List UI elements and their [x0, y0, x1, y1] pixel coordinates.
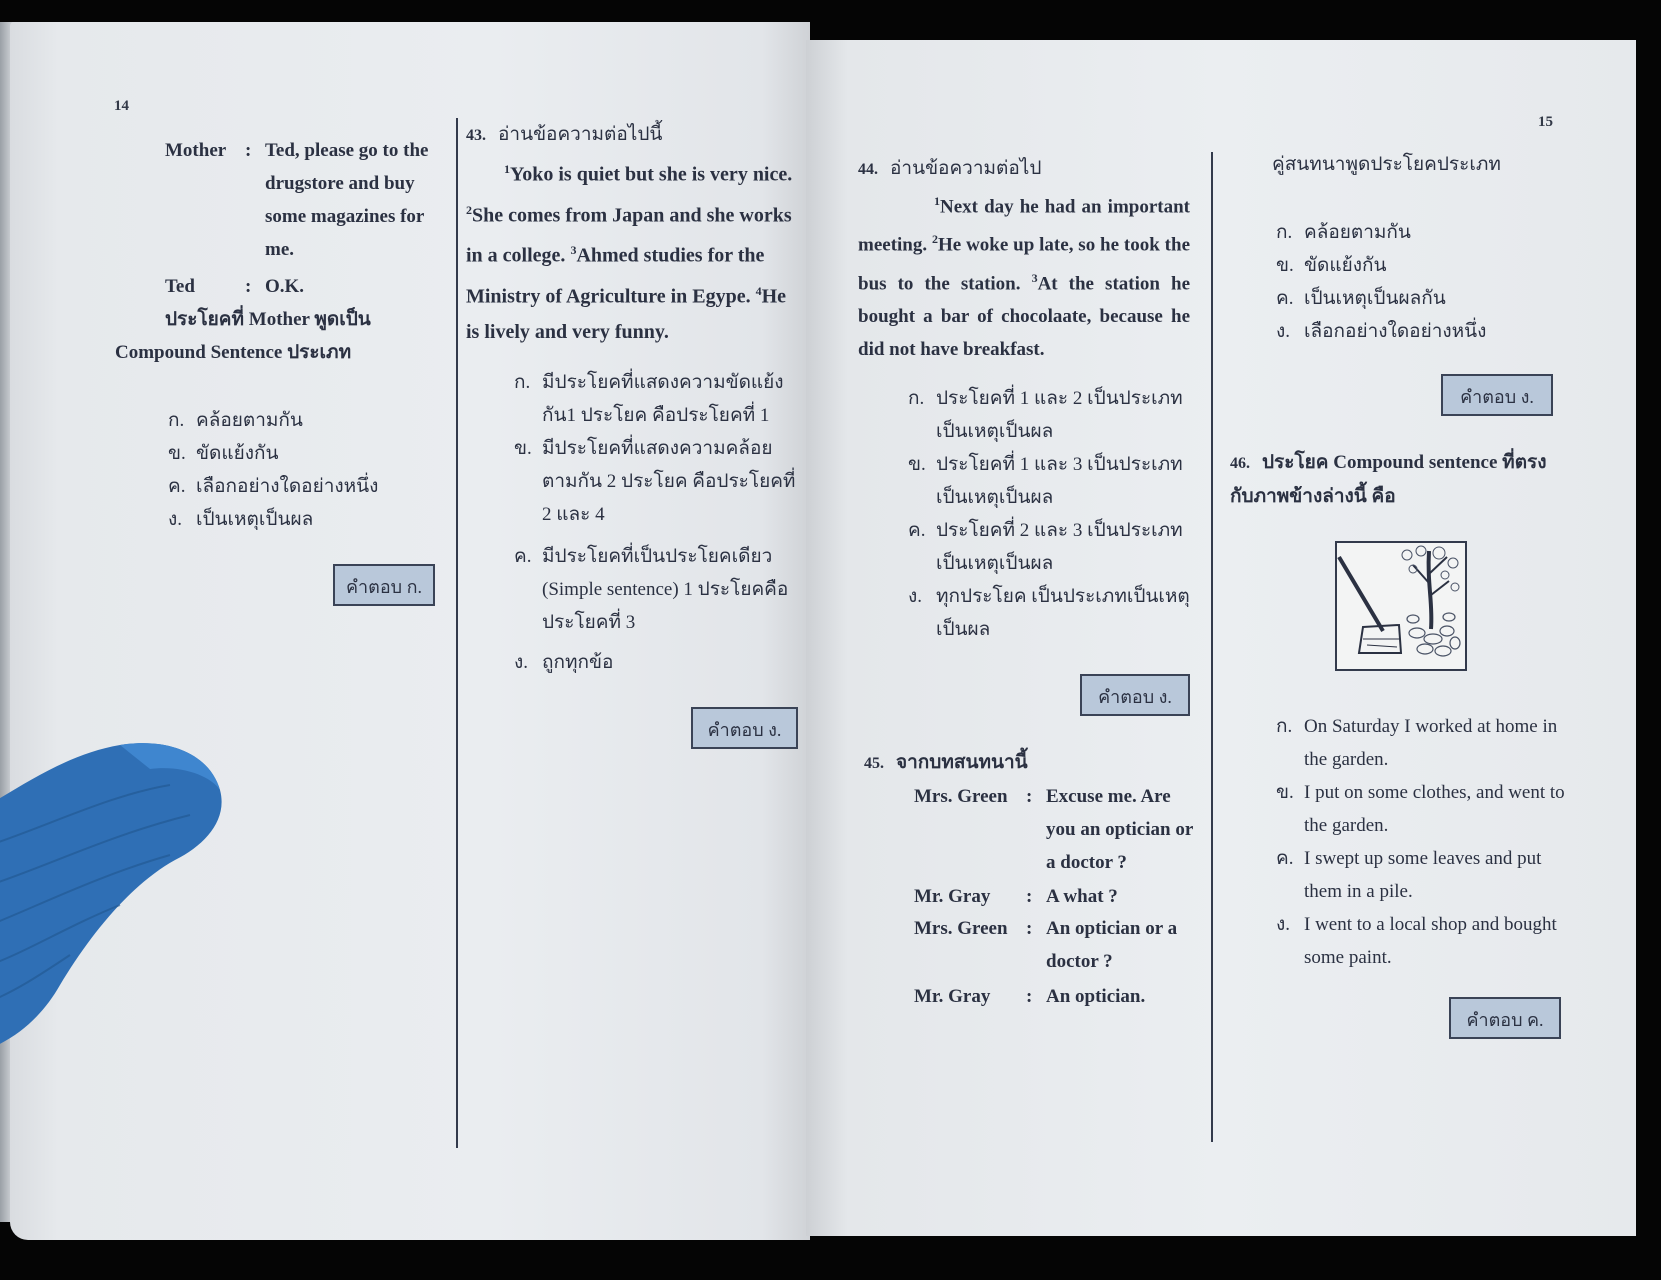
- option-text: ประโยคที่ 1 และ 3 เป็นประเภท เป็นเหตุเป็นผล: [936, 454, 1183, 508]
- dialogue-text: Ted, please go to the drugstore and buy some magazines for me.: [265, 140, 429, 260]
- option-key: ข.: [908, 454, 926, 475]
- sentence-number: 4: [755, 283, 762, 298]
- option-key: ง.: [514, 652, 529, 673]
- option-text: เป็นเหตุเป็นผลกัน: [1304, 288, 1446, 309]
- option-key: ค.: [1276, 288, 1294, 309]
- dialogue-line-ted: [165, 270, 435, 303]
- option-text: มีประโยคที่เป็นประโยคเดียว (Simple sentence) 1 ประโยคคือ ประโยคที่ 3: [542, 546, 789, 633]
- speaker-separator: :: [1026, 786, 1033, 807]
- dialogue-text: A what ?: [1046, 886, 1118, 907]
- option-item: [908, 448, 1198, 514]
- sentence-text: He is lively and very funny.: [466, 285, 787, 343]
- option-text: ประโยคที่ 1 และ 2 เป็นประเภท เป็นเหตุเป็นผล: [936, 388, 1183, 442]
- speaker-separator: :: [1026, 886, 1033, 907]
- sentence-text: Yoko is quiet but she is very nice.: [510, 163, 793, 186]
- question-heading: [864, 746, 1204, 780]
- speaker-separator: :: [245, 276, 252, 297]
- option-text: On Saturday I worked at home in the garden.: [1304, 716, 1558, 770]
- option-text: ประโยคที่ 2 และ 3 เป็นประเภท เป็นเหตุเป็นผล: [936, 520, 1183, 574]
- option-key: ก.: [1276, 716, 1293, 737]
- speaker-name: Mother: [165, 140, 227, 161]
- answer-box: คำตอบ ค.: [1449, 997, 1561, 1039]
- question-title: อ่านข้อความต่อไปนี้: [498, 124, 663, 145]
- option-text: เป็นเหตุเป็นผล: [196, 509, 314, 530]
- sentence-number: 1: [504, 162, 510, 176]
- dialogue-line: [914, 980, 1204, 1013]
- option-text: มีประโยคที่แสดงความขัดแย้งกัน1 ประโยค คือประโยคที่ 1: [542, 372, 784, 426]
- question-title: อ่านข้อความต่อไป: [890, 158, 1042, 179]
- dialogue-line: [914, 912, 1204, 978]
- option-text: เลือกอย่างใดอย่างหนึ่ง: [196, 476, 379, 497]
- question-number: 44.: [858, 161, 878, 178]
- option-key: ข.: [1276, 782, 1294, 803]
- dialogue-text: An optician.: [1046, 986, 1146, 1007]
- column-divider: [1211, 152, 1213, 1142]
- option-key: ค.: [1276, 848, 1294, 869]
- option-item: [514, 540, 804, 639]
- question-number: 43.: [466, 127, 486, 144]
- option-text: I went to a local shop and bought some paint.: [1304, 914, 1557, 968]
- option-text: คล้อยตามกัน: [196, 410, 303, 431]
- dialogue-text: O.K.: [265, 276, 305, 297]
- question-text: คู่สนทนาพูดประโยคประเภท: [1272, 154, 1501, 175]
- option-item: [1276, 216, 1411, 249]
- option-key: ค.: [514, 546, 532, 567]
- option-key: ก.: [908, 388, 925, 409]
- sentence-number: 3: [570, 243, 577, 258]
- option-key: ข.: [514, 438, 532, 459]
- passage-text: [466, 152, 796, 350]
- question-heading: [858, 152, 1198, 186]
- option-item: [1276, 710, 1566, 776]
- option-key: ค.: [908, 520, 926, 541]
- passage-text: [858, 185, 1190, 366]
- option-text: ทุกประโยค เป็นประเภทเป็นเหตุ เป็นผล: [936, 586, 1190, 640]
- page-number-left: 14: [114, 98, 129, 114]
- dialogue-text: An optician or a doctor ?: [1046, 918, 1178, 972]
- option-item: [168, 437, 278, 470]
- blue-glove-finger: [0, 735, 240, 1065]
- sentence-number: 2: [932, 232, 938, 247]
- option-text: I put on some clothes, and went to the garden.: [1304, 782, 1565, 836]
- sentence-text: He woke up late, so he took the bus to the station.: [858, 234, 1191, 294]
- option-item: [1276, 908, 1566, 974]
- option-key: ค.: [168, 476, 186, 497]
- option-text: ถูกทุกข้อ: [542, 652, 614, 673]
- option-item: [168, 470, 378, 503]
- option-item: [908, 580, 1198, 646]
- sentence-text: Next day he had an important meeting.: [858, 196, 1190, 256]
- option-key: ข.: [168, 443, 186, 464]
- question-number: 45.: [864, 755, 884, 772]
- speaker-separator: :: [245, 140, 252, 161]
- speaker-name: Mrs. Green: [914, 918, 1008, 939]
- option-item: [1276, 282, 1446, 315]
- option-key: ง.: [1276, 914, 1291, 935]
- answer-box: คำตอบ ง.: [1441, 374, 1553, 416]
- option-item: [168, 404, 303, 437]
- option-item: [1276, 776, 1566, 842]
- option-key: ก.: [514, 372, 531, 393]
- option-text: ขัดแย้งกัน: [196, 443, 279, 464]
- option-key: ง.: [1276, 321, 1291, 342]
- option-text: ขัดแย้งกัน: [1304, 255, 1387, 276]
- sentence-text: She comes from Japan and she works in a college.: [466, 204, 792, 267]
- dialogue-line-mother: [165, 134, 435, 266]
- question-heading: [466, 118, 796, 152]
- option-key: ข.: [1276, 255, 1294, 276]
- answer-box: คำตอบ ง.: [1080, 674, 1190, 716]
- rake-leaves-tree-illustration: [1335, 541, 1467, 671]
- option-item: [1276, 315, 1486, 348]
- sentence-number: 3: [1031, 270, 1038, 285]
- answer-box: คำตอบ ก.: [333, 564, 435, 606]
- sentence-number: 2: [466, 202, 472, 217]
- speaker-separator: :: [1026, 918, 1033, 939]
- speaker-name: Mr. Gray: [914, 986, 991, 1007]
- option-item: [908, 382, 1198, 448]
- question-title: ประโยค Compound sentence ที่ตรงกับภาพข้างล่างนี้ คือ: [1230, 452, 1547, 507]
- speaker-name: Mr. Gray: [914, 886, 991, 907]
- option-item: [514, 432, 804, 531]
- option-item: [1276, 249, 1386, 282]
- option-key: ก.: [1276, 222, 1293, 243]
- sentence-text: Ahmed studies for the Ministry of Agriculture in Egype.: [466, 244, 765, 308]
- illustration-icon: [1337, 543, 1465, 669]
- option-text: มีประโยคที่แสดงความคล้อยตามกัน 2 ประโยค คือประโยคที่ 2 และ 4: [542, 438, 796, 525]
- option-item: [1276, 842, 1566, 908]
- question-heading: [1230, 446, 1560, 513]
- option-key: ง.: [908, 586, 923, 607]
- dialogue-line: [914, 880, 1204, 913]
- page-number-right: 15: [1538, 114, 1553, 130]
- speaker-name: Ted: [165, 276, 195, 297]
- speaker-separator: :: [1026, 986, 1033, 1007]
- answer-box: คำตอบ ง.: [691, 707, 798, 749]
- sentence-number: 1: [934, 194, 940, 208]
- sentence-text: At the station he bought a bar of chocolaate, because he did not have breakfast.: [858, 272, 1190, 360]
- question-number: 46.: [1230, 455, 1250, 472]
- option-item: [908, 514, 1198, 580]
- dialogue-line: [914, 780, 1204, 879]
- option-key: ก.: [168, 410, 185, 431]
- speaker-name: Mrs. Green: [914, 786, 1008, 807]
- option-text: I swept up some leaves and put them in a pile.: [1304, 848, 1542, 902]
- option-item: [514, 366, 804, 432]
- question-text: ประโยคที่ Mother พูดเป็น Compound Sentence ประเภท: [115, 309, 371, 363]
- option-text: เลือกอย่างใดอย่างหนึ่ง: [1304, 321, 1487, 342]
- dialogue-text: Excuse me. Are you an optician or a doctor ?: [1046, 786, 1193, 873]
- question-title: จากบทสนทนานี้: [896, 752, 1028, 773]
- column-divider: [456, 118, 458, 1148]
- option-text: คล้อยตามกัน: [1304, 222, 1411, 243]
- option-item: [168, 503, 313, 536]
- option-item: [514, 646, 613, 679]
- option-key: ง.: [168, 509, 183, 530]
